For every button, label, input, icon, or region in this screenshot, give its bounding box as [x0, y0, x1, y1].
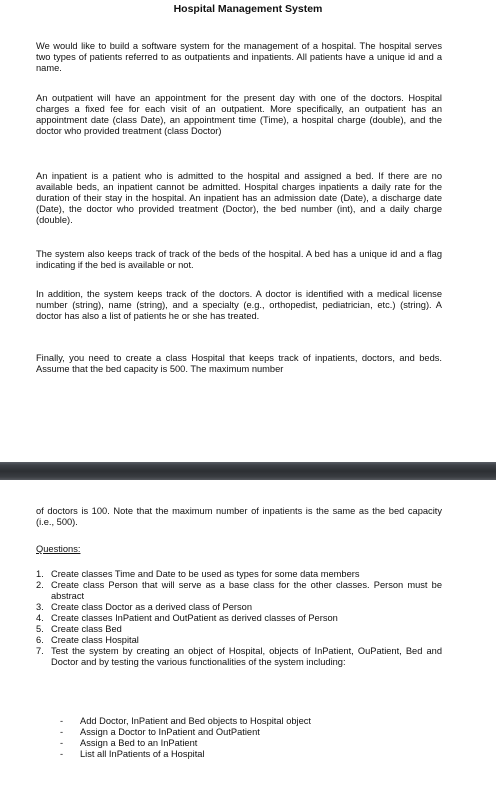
list-number: 3. [36, 602, 44, 612]
question-text: Create classes InPatient and OutPatient as derived classes of Person [51, 613, 338, 623]
questions-list [36, 569, 442, 668]
list-item [36, 646, 442, 668]
paragraph-intro: We would like to build a software system for the management of a hospital. The hospital serves two types of patients referred to as outpatients and inpatients. All patients have a unique id and a name. [36, 41, 442, 73]
list-number: 6. [36, 635, 44, 645]
list-number: 1. [36, 569, 44, 579]
list-number: 5. [36, 624, 44, 634]
page-break-divider [0, 462, 496, 480]
paragraph-beds: The system also keeps track of track of the beds of the hospital. A bed has a unique id and a flag indicating if the bed is available or not. [36, 249, 442, 270]
sub-item-text: Assign a Doctor to InPatient and OutPatient [80, 727, 260, 737]
bullet-dash: - [60, 749, 64, 759]
question-text: Create class Hospital [51, 635, 139, 645]
list-item [36, 635, 442, 646]
list-item [36, 613, 442, 624]
list-number: 4. [36, 613, 44, 623]
question-text: Create class Bed [51, 624, 122, 634]
question-text: Create class Person that will serve as a base class for the other classes. Person must be abstract [51, 580, 442, 601]
list-item [60, 738, 440, 749]
list-item [36, 602, 442, 613]
question-text: Create class Doctor as a derived class of Person [51, 602, 253, 612]
bullet-dash: - [60, 727, 64, 737]
list-item [60, 716, 440, 727]
test-functionalities-list [60, 716, 440, 760]
list-item [60, 749, 440, 760]
paragraph-outpatient: An outpatient will have an appointment for the present day with one of the doctors. Hospital charges a fixed fee for each visit of an outpatient. More specifically, an outpatient has an appointment date (class Date), an appointment time (Time), a hospital charge (double), and the doctor who provided treatment (class Doctor) [36, 93, 442, 136]
bullet-dash: - [60, 738, 64, 748]
list-number: 7. [36, 646, 44, 656]
list-item [36, 580, 442, 602]
questions-heading: Questions: [36, 544, 81, 554]
list-number: 2. [36, 580, 44, 590]
question-text: Test the system by creating an object of Hospital, objects of InPatient, OuPatient, Bed and Doctor and by testing the various functionalities of the system including: [51, 646, 442, 667]
list-item [36, 624, 442, 635]
document-page-2 [0, 480, 496, 808]
paragraph-inpatient: An inpatient is a patient who is admitted to the hospital and assigned a bed. If there are no available beds, an inpatient cannot be admitted. Hospital charges inpatients a daily rate for the duration of their stay in the hospital. An inpatient has an admission date (Date), a discharge date (Date), the doctor who provided treatment (Doctor), the bed number (int), and a daily charge (double). [36, 171, 442, 225]
paragraph-continuation: of doctors is 100. Note that the maximum number of inpatients is the same as the bed capacity (i.e., 500). [36, 506, 442, 527]
bullet-dash: - [60, 716, 64, 726]
list-item [36, 569, 442, 580]
paragraph-hospital: Finally, you need to create a class Hospital that keeps track of inpatients, doctors, and beds. Assume that the bed capacity is 500. The maximum number [36, 353, 442, 374]
document-title: Hospital Management System [173, 3, 323, 15]
paragraph-doctors: In addition, the system keeps track of the doctors. A doctor is identified with a medical license number (string), name (string), and a specialty (e.g., orthopedist, pediatrician, etc.) (string). A doctor has also a list of patients he or she has treated. [36, 289, 442, 321]
question-text: Create classes Time and Date to be used as types for some data members [51, 569, 360, 579]
list-item [60, 727, 440, 738]
sub-item-text: Add Doctor, InPatient and Bed objects to Hospital object [80, 716, 312, 726]
sub-item-text: List all InPatients of a Hospital [80, 749, 205, 759]
sub-item-text: Assign a Bed to an InPatient [80, 738, 198, 748]
